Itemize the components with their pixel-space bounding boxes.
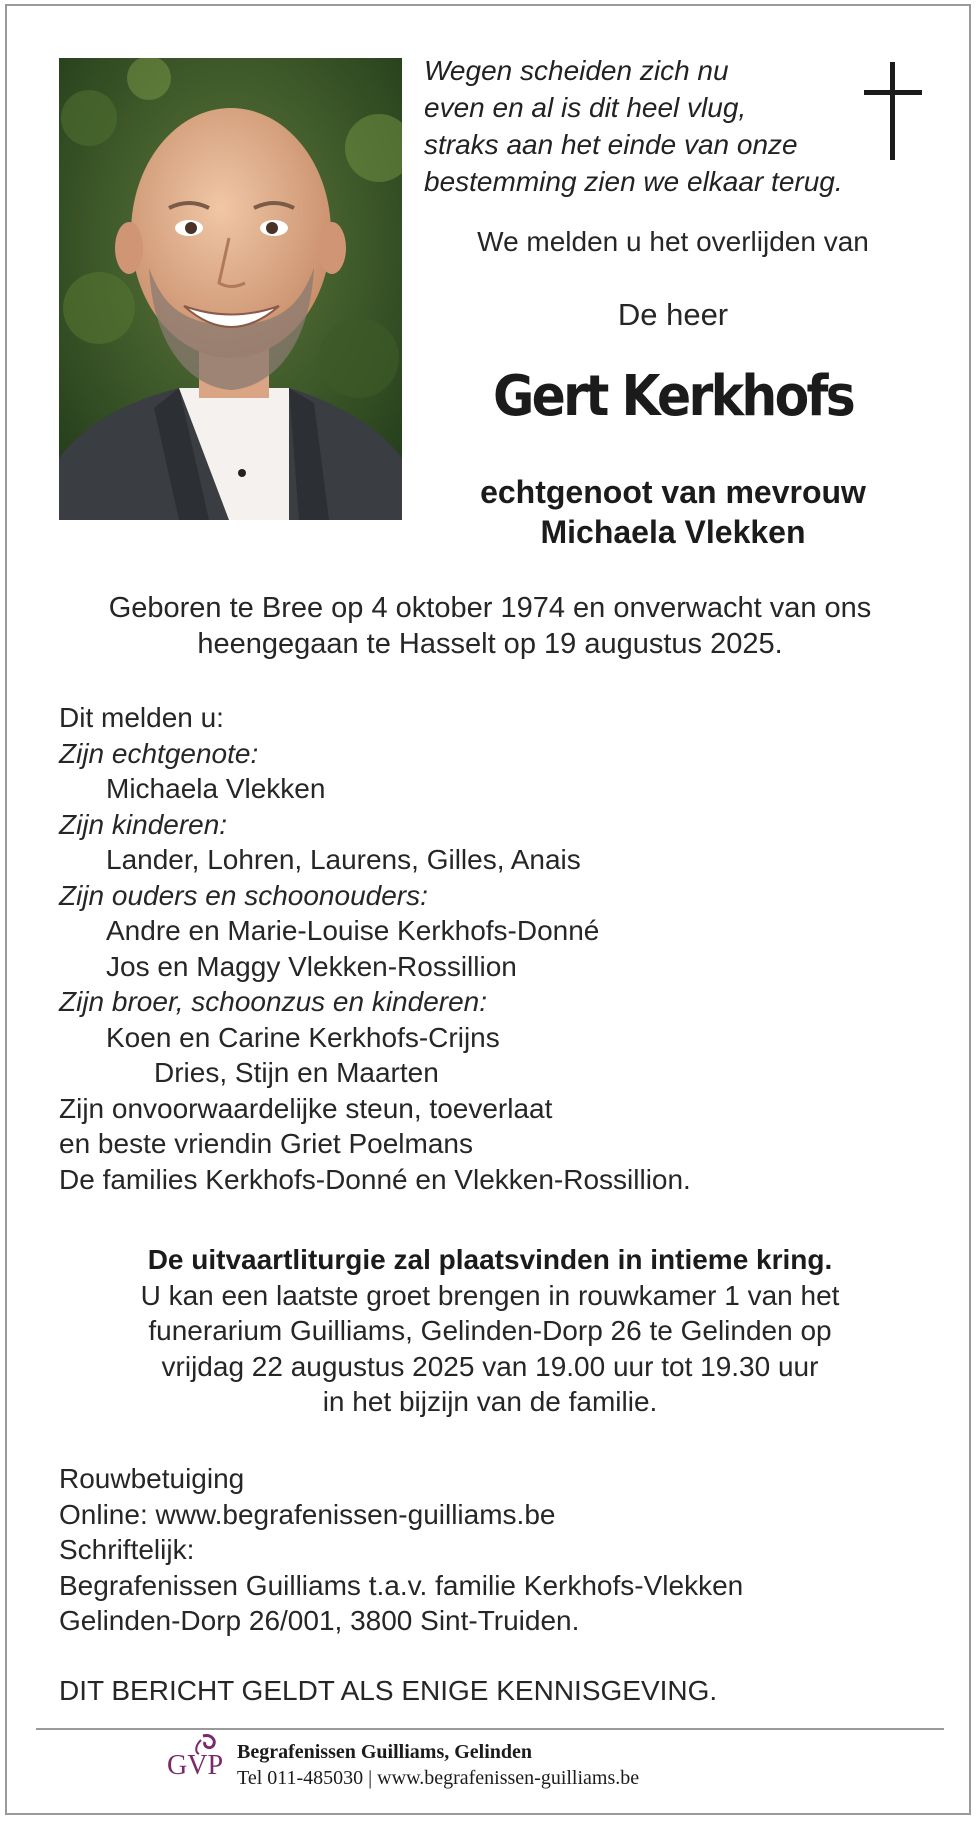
condolences-online[interactable]: Online: www.begrafenissen-guilliams.be: [59, 1498, 556, 1530]
wife-label: Zijn echtgenote:: [59, 737, 259, 769]
ceremony-line: U kan een laatste groet brengen in rouwkamer 1 van het: [140, 1279, 840, 1311]
deceased-name: Gert Kerkhofs: [492, 364, 854, 429]
condolences-address-2: Gelinden-Dorp 26/001, 3800 Sint-Truiden.: [59, 1605, 580, 1636]
families-line: De families Kerkhofs-Donné en Vlekken-Rossillion.: [59, 1163, 691, 1195]
born-line: Geboren te Bree op 4 oktober 1974 en onverwacht van ons: [108, 592, 872, 624]
parents-names-2: Jos en Maggy Vlekken-Rossillion: [106, 950, 517, 982]
honorific: De heer: [617, 297, 729, 332]
poem: [424, 52, 884, 200]
spouse-info: [424, 472, 922, 552]
spouse-line: echtgenoot van mevrouw: [480, 474, 866, 510]
footer-company: Begrafenissen Guilliams, Gelinden: [237, 1741, 533, 1763]
notice: DIT BERICHT GELDT ALS ENIGE KENNISGEVING.: [59, 1675, 718, 1706]
condolences: [59, 1461, 939, 1639]
children-names: Lander, Lohren, Laurens, Gilles, Anais: [106, 844, 581, 875]
support-line-2: en beste vriendin Griet Poelmans: [59, 1128, 473, 1159]
parents-names-1: Andre en Marie-Louise Kerkhofs-Donné: [106, 915, 600, 946]
brother-names: Koen en Carine Kerkhofs-Crijns: [106, 1021, 500, 1053]
poem-line: Wegen scheiden zich nu: [424, 55, 729, 86]
condolences-written-label: Schriftelijk:: [59, 1534, 195, 1565]
poem-line: bestemming zien we elkaar terug.: [424, 166, 843, 197]
ceremony-headline: De uitvaartliturgie zal plaatsvinden in intieme kring.: [147, 1244, 833, 1275]
nephew-names: Dries, Stijn en Maarten: [154, 1057, 439, 1088]
spouse-line: Michaela Vlekken: [540, 514, 806, 550]
guilliams-logo: [165, 1732, 225, 1800]
ceremony-line: funerarium Guilliams, Gelinden-Dorp 26 te Gelinden op: [148, 1315, 832, 1346]
logo-text: GVP: [167, 1750, 224, 1781]
born-line: heengegaan te Hasselt op 19 augustus 2025.: [197, 628, 783, 660]
portrait-photo: [59, 58, 402, 520]
condolences-address-1: Begrafenissen Guilliams t.a.v. familie Kerkhofs-Vlekken: [59, 1569, 744, 1601]
condolences-title: Rouwbetuiging: [59, 1463, 245, 1494]
footer-divider: [36, 1728, 944, 1730]
support-line-1: Zijn onvoorwaardelijke steun, toeverlaat: [59, 1092, 553, 1124]
birth-death-info: [59, 590, 921, 662]
poem-line: even en al is dit heel vlug,: [424, 92, 747, 123]
footer-contact[interactable]: Tel 011-485030 | www.begrafenissen-guilliams.be: [237, 1767, 640, 1789]
brother-label: Zijn broer, schoonzus en kinderen:: [59, 986, 488, 1017]
ceremony-line: vrijdag 22 augustus 2025 van 19.00 uur tot 19.30 uur: [161, 1350, 819, 1382]
family-intro: Dit melden u:: [59, 702, 224, 733]
ceremony-line: in het bijzijn van de familie.: [322, 1386, 658, 1417]
family-list: [59, 700, 939, 1197]
children-label: Zijn kinderen:: [59, 808, 228, 840]
poem-line: straks aan het einde van onze: [424, 129, 798, 160]
portrait-illustration: [59, 58, 402, 520]
parents-label: Zijn ouders en schoonouders:: [59, 879, 428, 911]
cross-icon: [864, 62, 926, 160]
announcement: We melden u het overlijden van: [477, 226, 869, 257]
wife-name: Michaela Vlekken: [106, 773, 326, 804]
ceremony-info: [59, 1242, 921, 1420]
